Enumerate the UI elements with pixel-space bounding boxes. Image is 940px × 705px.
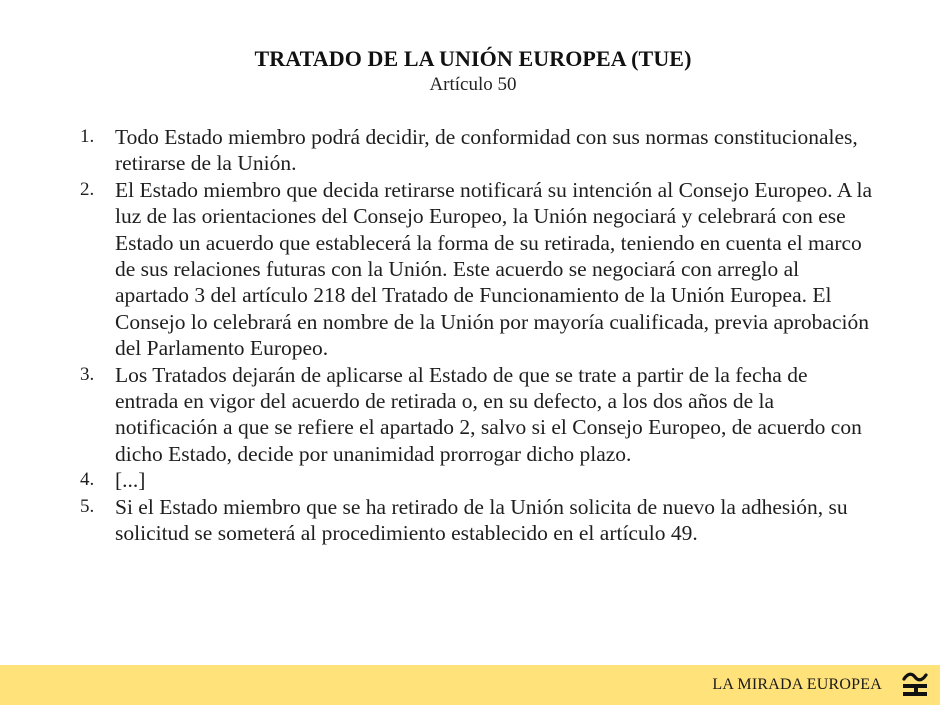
article-text: Si el Estado miembro que se ha retirado de la Unión solicita de nuevo la adhesión, su solicitud se someterá al procedimiento establecido en el artículo 49. bbox=[115, 494, 848, 546]
article-number: 3. bbox=[80, 363, 95, 385]
article-item-4 bbox=[0, 467, 875, 493]
article-item-1 bbox=[0, 124, 875, 177]
brand-name: LA MIRADA EUROPEA bbox=[712, 676, 882, 693]
article-number: 4. bbox=[80, 469, 95, 491]
la-mirada-europea-logo-icon bbox=[900, 670, 930, 700]
article-text: Todo Estado miembro podrá decidir, de conformidad con sus normas constitucionales, retirarse de la Unión. bbox=[115, 125, 858, 176]
article-item-5 bbox=[0, 494, 875, 547]
article-text: El Estado miembro que decida retirarse notificará su intención al Consejo Europeo. A la luz de las orientaciones del Consejo Europeo, la Unión negociará y celebrará con ese Estado un acuerdo que establecerá la forma de su retirada, teniendo en cuenta el marco de sus relaciones futuras con la Unión. Este acuerdo se negociará con arreglo al apartado 3 del artículo 218 del Tratado de Funcionamiento de la Unión Europea. El Consejo lo celebrará en nombre de la Unión por mayoría cualificada, previa aprobación del Parlamento Europeo. bbox=[115, 177, 873, 361]
document-subtitle: Artículo 50 bbox=[429, 74, 517, 95]
article-text: Los Tratados dejarán de aplicarse al Estado de que se trate a partir de la fecha de entrada en vigor del acuerdo de retirada o, en su defecto, a los dos años de la notificación a que se refiere el apartado 2, salvo si el Consejo Europeo, de acuerdo con dicho Estado, decide por unanimidad prorrogar dicho plazo. bbox=[115, 362, 862, 466]
article-number: 2. bbox=[80, 178, 95, 200]
document-title: TRATADO DE LA UNIÓN EUROPEA (TUE) bbox=[254, 46, 692, 71]
article-number: 5. bbox=[80, 495, 95, 517]
footer-band bbox=[0, 665, 940, 705]
article-item-2 bbox=[0, 177, 875, 362]
article-text: [...] bbox=[115, 468, 146, 493]
article-list bbox=[0, 124, 940, 547]
article-item-3 bbox=[0, 362, 875, 468]
article-number: 1. bbox=[80, 126, 95, 147]
